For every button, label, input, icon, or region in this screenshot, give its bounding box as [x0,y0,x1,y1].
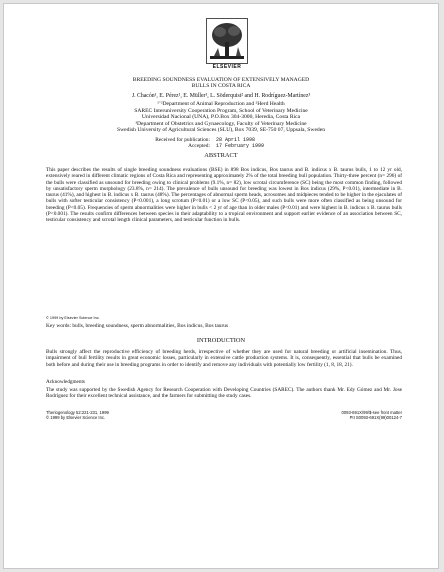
affiliations [24,101,418,134]
acknowledgements-text: The study was supported by the Swedish Agency for Research Cooperation with Developing Countries (SAREC). The authors thank Mr. Edy Gómez and Mr. Jose Rodríguez for their excellent technical assistance, and the farmers for submitting the study cases. [46,387,402,400]
abstract-copyright: © 1999 by Elsevier Science Inc. [46,316,100,320]
introduction-text: Bulls strongly affect the reproductive efficiency of breeding herds, irrespective of whether they are used for natural breeding or artificial insemination. Thus, impairment of bull fertility results in great economic losses, particularly in extensive cattle production systems. It is, consequently, essential that bulls be examined both before and during their use in breeding programs in order to identify and remove any individuals with potentially low fertility (1, 8, 18, 21). [46,349,402,368]
received-label: Received for publication: [155,137,210,143]
issn: 0093-691X/99/$-see front matter [341,410,402,415]
publication-dates [114,137,334,150]
introduction-heading: INTRODUCTION [196,337,246,344]
article-title [24,77,418,90]
title-line: BREEDING SOUNDNESS EVALUATION OF EXTENSIVELY MANAGED [132,77,310,83]
accepted-date: 17 February 1999 [216,143,265,150]
accepted-label: Accepted: [188,143,210,150]
affiliation-line: SAREC Interuniversity Cooperation Program, School of Veterinary Medicine [134,107,308,114]
affiliation-line: ¹’²Department of Animal Reproduction and ²Herd Health [157,101,285,107]
elsevier-tree-logo-icon [206,18,248,64]
title-line: BULLS IN COSTA RICA [191,83,251,90]
footer-journal [46,410,109,420]
article-page [4,4,438,568]
publisher-name: ELSEVIER [212,64,242,70]
pii: PII S0093-691X(99)00124-7 [349,415,402,420]
affiliation-line: Swedish University of Agricultural Sciences (SLU), Box 7039, SE-750 07, Uppsala, Sweden [116,127,326,134]
author-list: J. Chacón¹, E. Pérez¹, E. Müller¹, L. Söderquist² and H. Rodríguez-Martínez³ [131,93,311,99]
affiliation-line: ³Department of Obstetrics and Gynaecology, Faculty of Veterinary Medicine [135,120,307,127]
affiliation-line: Universidad Nacional (UNA), P.O.Box 304-3000, Heredia, Costa Rica [141,114,301,121]
acknowledgements-heading: Acknowledgments [46,379,85,385]
footer-identifiers [341,410,402,420]
journal-citation: Theriogenology 52:221-231, 1999 [46,410,109,415]
abstract-heading: ABSTRACT [204,152,238,159]
keywords: Key words: bulls, breeding soundness, sperm abnormalities, Bos indicus, Bos taurus [46,323,229,329]
received-date: 28 April 1998 [216,137,256,143]
footer-copyright: © 1999 by Elsevier Science Inc. [46,415,106,420]
abstract-text: This paper describes the results of single breeding soundness evaluations (BSE) in 898 Bos indicus, Bos taurus and B. indicus x B. taurus bulls, 1 to 12 yr old, extensively reared in different climatic regions of Costa Rica and representing approximately 2% of the total breeding bull population. Thirty-three percent (n= 296) of the bulls were classified as unsound for breeding owing to clinical problems (9.1%, n= 82), low scrotal circumference (SC) being the most common finding, followed by unsatisfactory sperm morphology (23.8%, n= 214). The prevalence of bulls unsound for breeding was lowest in Bos indicus (29%, P<0.01), intermediate in B. taurus (41%), and highest in B. indicus x B. taurus (48%). The percentages of abnormal sperm heads, acrosomes and midpieces tended to be higher in the ejaculates of bulls with softer testicular consistency (P<0.001), a long scrotum (P<0.01) or a low SC (P<0.05), and such bulls were more often classified as being unsound for breeding (P<0.05). Frequencies of sperm abnormalities were higher in bulls < 2 yr of age than in older males (P<0.01) and were highest in B. indicus x B. taurus bulls (P<0.001). The results confirm differences between species in their adaptability to a tropical environment and support earlier evidence of an association between SC, testicular consistency and scrotal length clinical parameters, and testicular function in bulls. [46,167,402,224]
